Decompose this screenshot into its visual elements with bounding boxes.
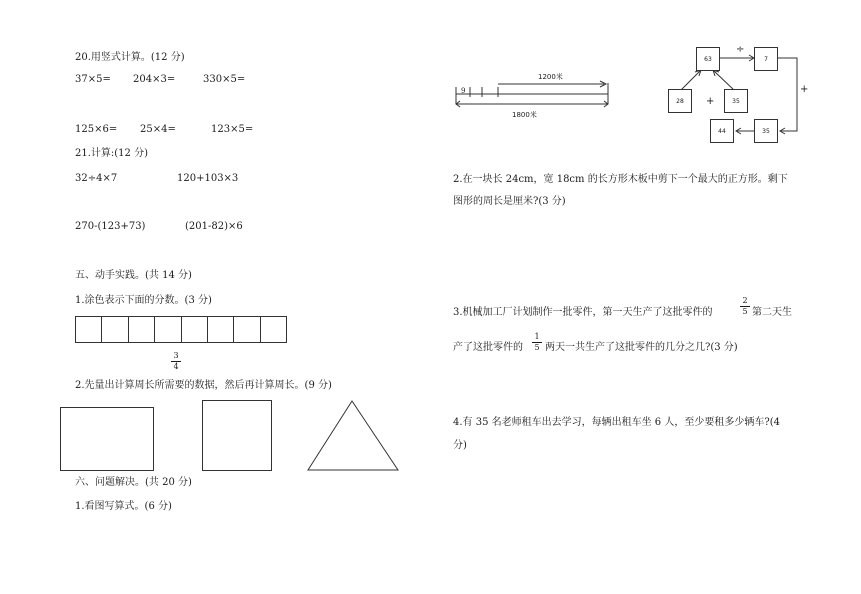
q21-item-1: 32÷4×7 [75,173,118,184]
fraction-denominator: 5 [742,307,748,316]
flow-node-35-b: 35 [754,119,778,143]
q20-title: 20.用竖式计算。(12 分) [75,52,185,63]
q4-line1: 4.有 35 名老师租车出去学习，每辆出租车坐 6 人，至少要租多少辆车?(4 [453,417,780,428]
q2-line2: 图形的周长是厘米?(3 分) [453,196,566,207]
q21-item-4: (201-82)×6 [185,221,243,232]
flow-op-plus-right: + [800,84,809,95]
q20-item-4: 125×6= [75,124,118,135]
distance-mark: 9 [461,87,466,95]
distance-label-bottom: 1800米 [512,111,537,119]
q20-item-3: 330×5= [203,74,246,85]
flow-op-plus-mid: + [706,96,715,107]
flow-op-divide: ÷ [736,44,745,55]
q21-title: 21.计算:(12 分) [75,148,148,159]
distance-label-top: 1200米 [538,73,563,81]
q5-2-text: 2.先量出计算周长所需要的数据，然后再计算周长。(9 分) [75,380,332,391]
q20-item-5: 25×4= [140,124,176,135]
q3-fraction-1 [740,297,750,316]
triangle-shape [308,401,398,470]
flow-node-7: 7 [754,47,778,71]
q3-line2b: 两天一共生产了这批零件的几分之几?(3 分) [545,342,738,353]
fraction-numerator: 3 [173,351,179,360]
flow-node-28: 28 [668,89,692,113]
q6-1-text: 1.看图写算式。(6 分) [75,501,172,512]
q2-line1: 2.在一块长 24cm，宽 18cm 的长方形木板中剪下一个最大的正方形。剩下 [453,174,788,185]
q21-item-3: 270-(123+73) [75,221,146,232]
fraction-denominator: 4 [173,362,179,371]
q20-item-2: 204×3= [133,74,176,85]
q5-1-text: 1.涂色表示下面的分数。(3 分) [75,295,212,306]
q3-fraction-2 [532,333,542,352]
section6-title: 六、问题解决。(共 20 分) [75,477,192,488]
section5-title: 五、动手实践。(共 14 分) [75,270,192,281]
flow-node-63: 63 [696,47,720,71]
q21-item-2: 120+103×3 [177,173,239,184]
fraction-numerator: 2 [742,296,748,305]
fraction-numerator: 1 [534,332,540,341]
q20-item-1: 37×5= [75,74,111,85]
q4-line2: 分) [453,440,467,451]
q3-line1b: 第二天生 [752,307,792,318]
flow-node-44: 44 [710,119,734,143]
q20-item-6: 123×5= [211,124,254,135]
flow-node-35-a: 35 [724,89,748,113]
fraction-denominator: 5 [534,343,540,352]
distance-diagram [456,81,608,107]
q3-line2a: 产了这批零件的 [453,342,523,353]
q3-line1a: 3.机械加工厂计划制作一批零件，第一天生产了这批零件的 [453,307,713,318]
